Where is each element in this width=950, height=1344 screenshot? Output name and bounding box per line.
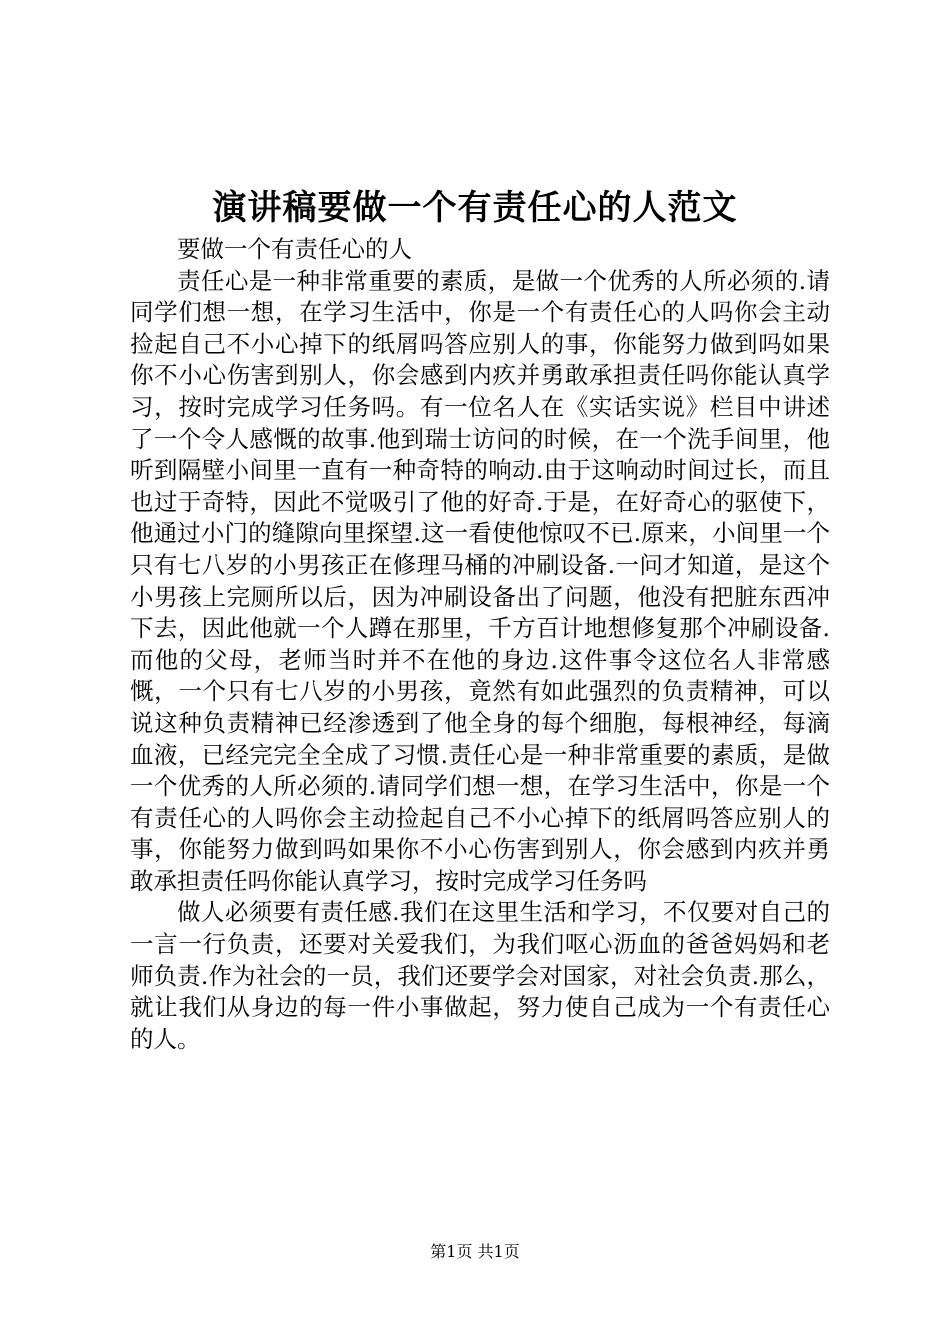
page-footer: 第1页 共1页 [430,1242,520,1261]
paragraph-story: 责任心是一种非常重要的素质，是做一个优秀的人所必须的.请同学们想一想，在学习生活中，你是一个有责任心的人吗你会主动捡起自己不小心掉下的纸屑吗答应别人的事，你能努力做到吗如果你不小心伤害到别人，你会感到内疚并勇敢承担责任吗你能认真学习，按时完成学习任务吗。有一位名人在《实话实说》栏目中讲述了一个令人感慨的故事.他到瑞士访问的时候，在一个洗手间里，他听到隔壁小间里一直有一种奇特的响动.由于这响动时间过长，而且也过于奇特，因此不觉吸引了他的好奇.于是，在好奇心的驱使下，他通过小门的缝隙向里探望.这一看使他惊叹不已.原来，小间里一个只有七八岁的小男孩正在修理马桶的冲刷设备.一问才知道，是这个小男孩上完厕所以后，因为冲刷设备出了问题，他没有把脏东西冲下去，因此他就一个人蹲在那里，千方百计地想修复那个冲刷设备.而他的父母，老师当时并不在他的身边.这件事令这位名人非常感慨，一个只有七八岁的小男孩，竟然有如此强烈的负责精神，可以说这种负责精神已经渗透到了他全身的每个细胞，每根神经，每滴血液，已经完完全全成了习惯.责任心是一种非常重要的素质，是做一个优秀的人所必须的.请同学们想一想，在学习生活中，你是一个有责任心的人吗你会主动捡起自己不小心掉下的纸屑吗答应别人的事，你能努力做到吗如果你不小心伤害到别人，你会感到内疚并勇敢承担责任吗你能认真学习，按时完成学习任务吗 [130,266,830,895]
paragraph-conclusion: 做人必须要有责任感.我们在这里生活和学习，不仅要对自己的一言一行负责，还要对关爱我们，为我们呕心沥血的爸爸妈妈和老师负责.作为社会的一员，我们还要学会对国家，对社会负责.那么，就让我们从身边的每一件小事做起，努力使自己成为一个有责任心的人。 [130,898,830,1053]
paragraph-subtitle: 要做一个有责任心的人 [177,235,412,263]
document-body [130,234,830,1055]
document-title: 演讲稿要做一个有责任心的人范文 [212,188,738,228]
